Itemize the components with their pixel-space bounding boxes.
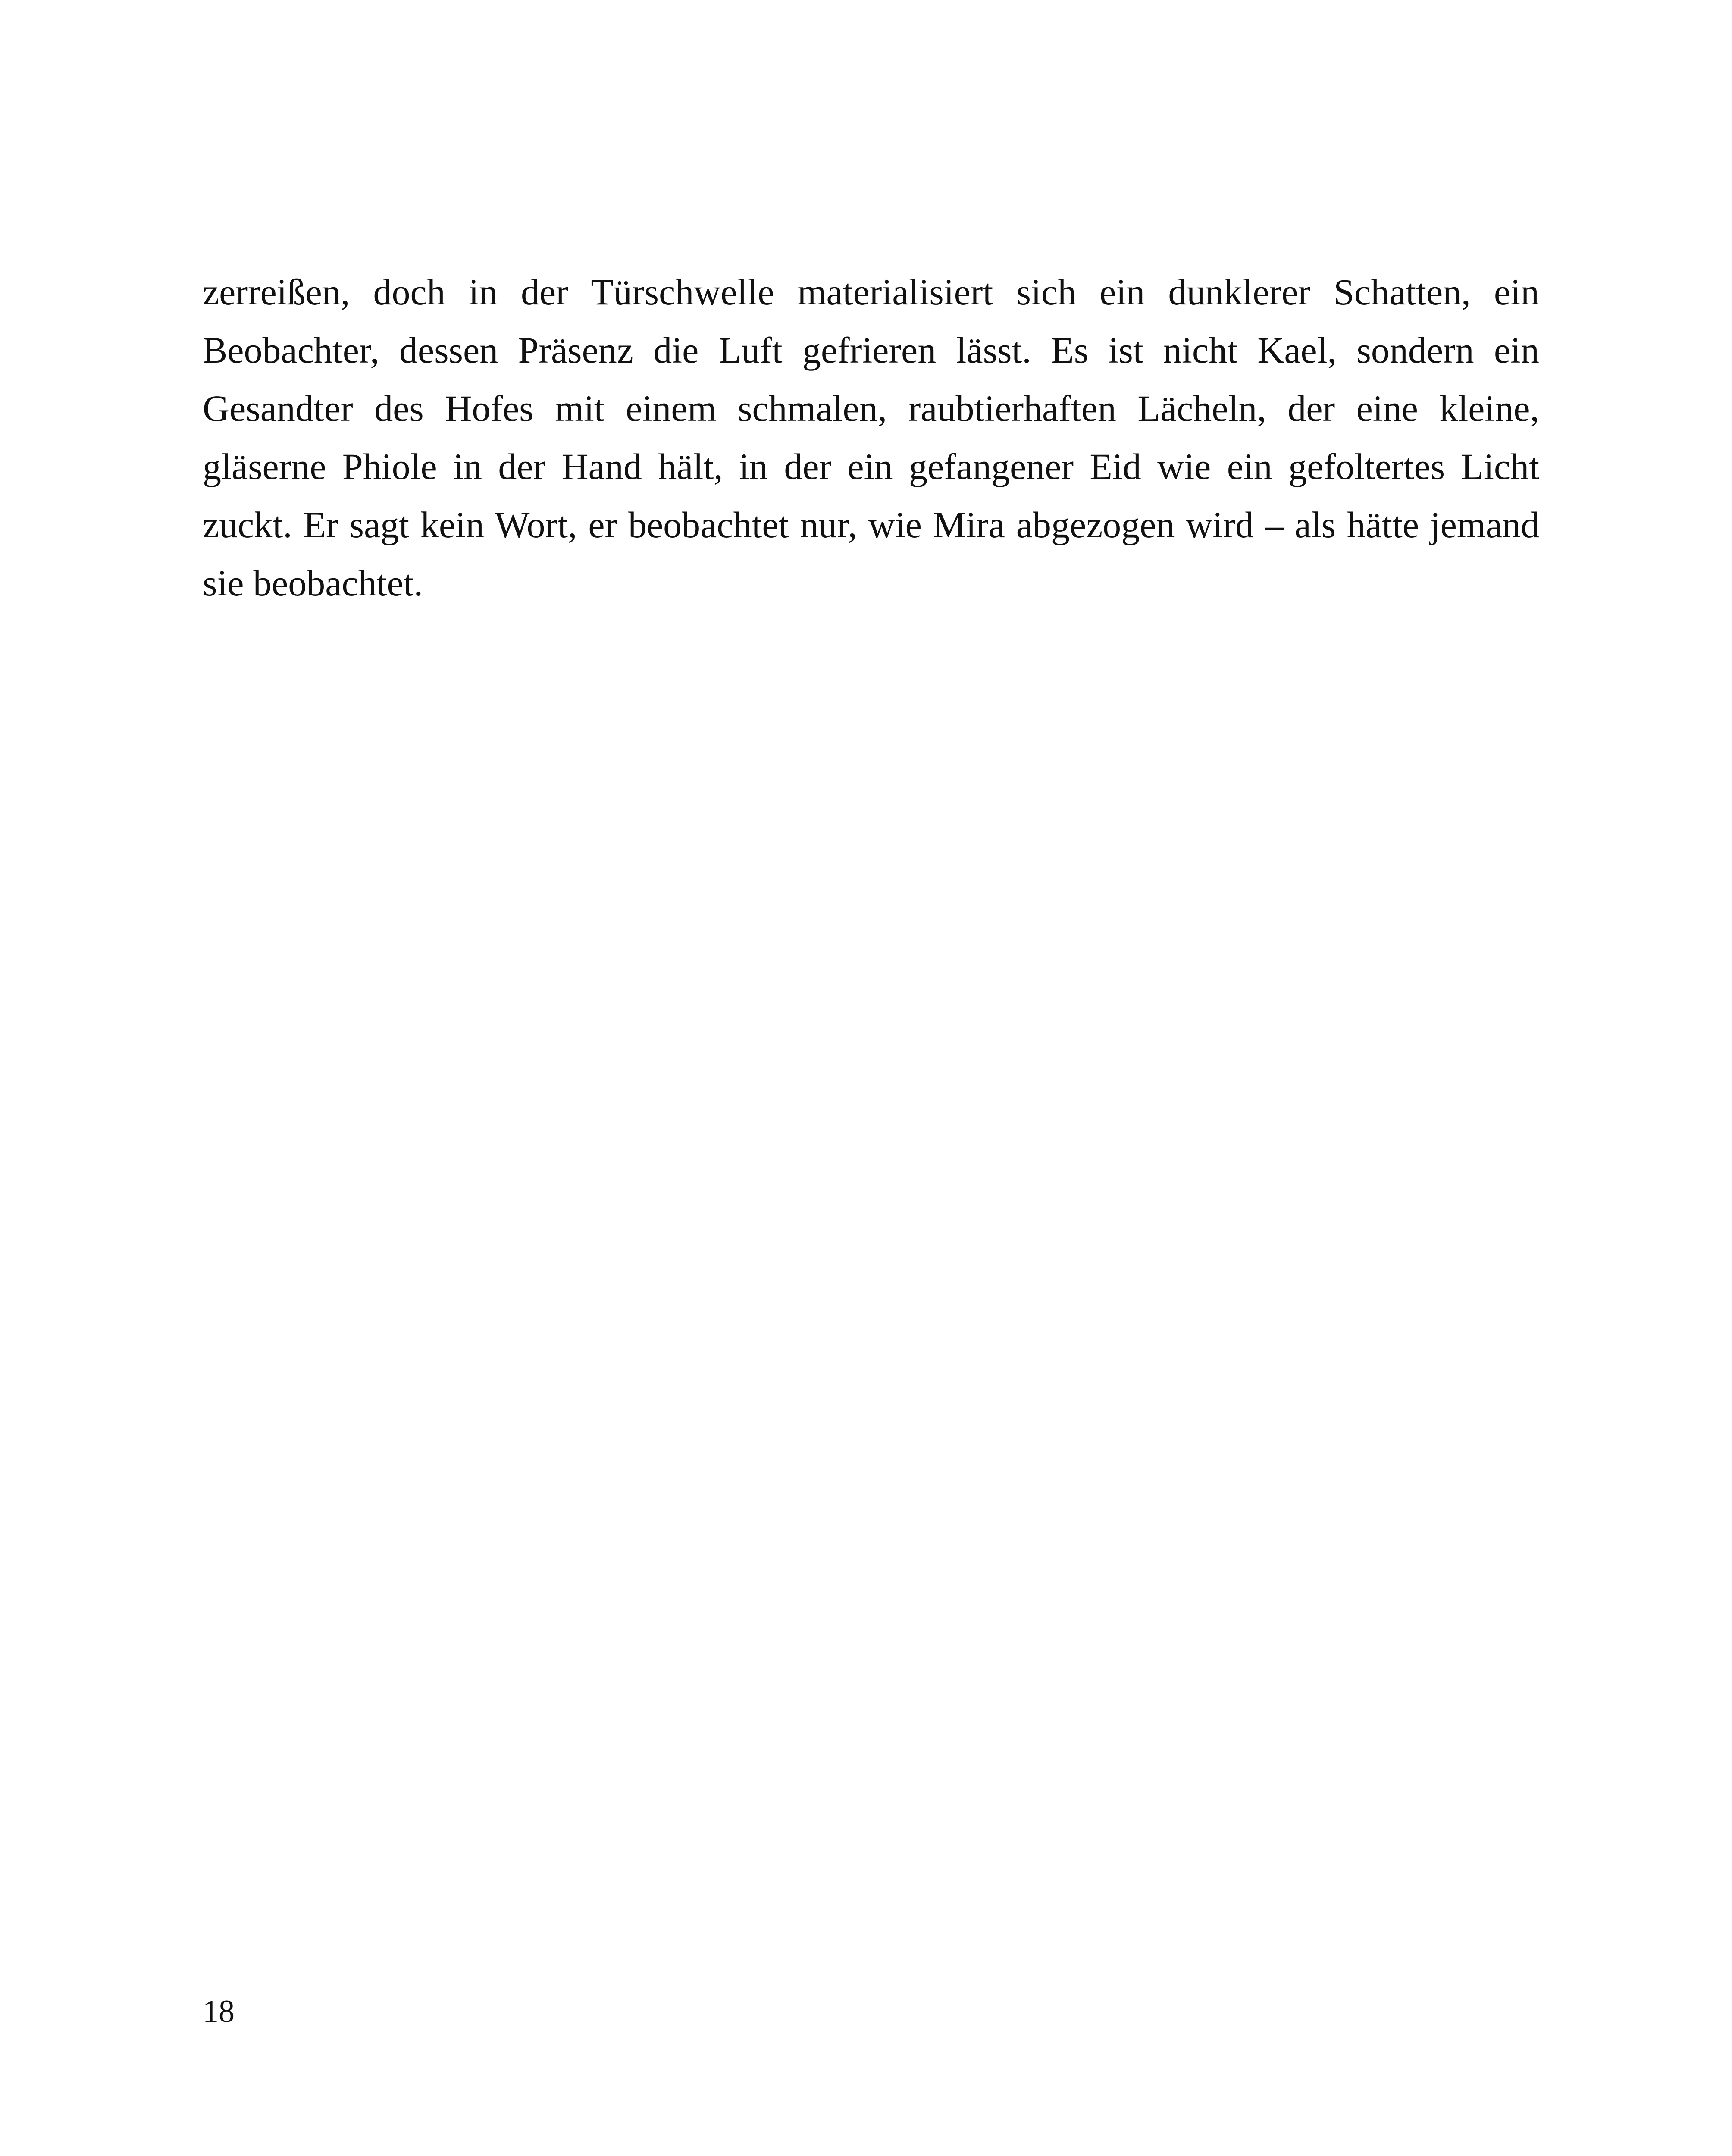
- page-number: 18: [203, 1994, 235, 2029]
- body-paragraph: zerreißen, doch in der Türschwelle materialisiert sich ein dunklerer Schatten, ein Beobachter, dessen Präsenz die Luft gefrieren lässt. Es ist nicht Kael, sondern ein Gesandter des Hofes mit einem schmalen, raubtierhaften Lächeln, der eine kleine, gläserne Phiole in der Hand hält, in der ein gefangener Eid wie ein gefoltertes Licht zuckt. Er sagt kein Wort, er beobachtet nur, wie Mira abgezogen wird – als hätte jemand sie beobachtet.: [203, 271, 1539, 604]
